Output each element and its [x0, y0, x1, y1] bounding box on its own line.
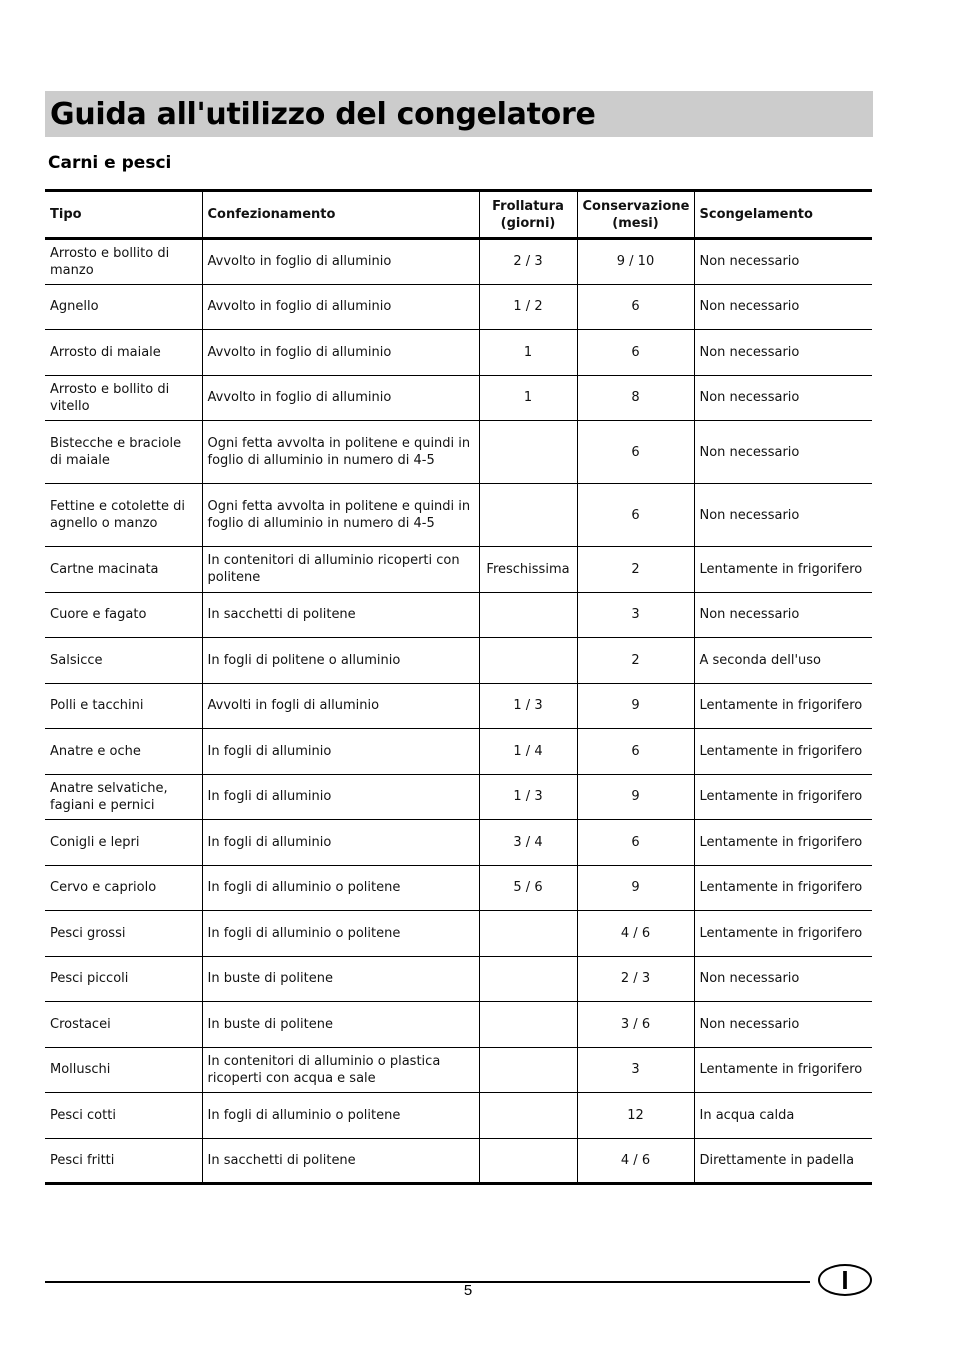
cell-scongelamento: Lentamente in frigorifero — [694, 1047, 872, 1093]
cell-scongelamento: Non necessario — [694, 592, 872, 638]
cell-conservazione: 6 — [577, 820, 694, 866]
cell-conservazione: 9 — [577, 865, 694, 911]
cell-confezionamento: In contenitori di alluminio o plastica ricoperti con acqua e sale — [202, 1047, 479, 1093]
table-body — [45, 239, 872, 1184]
cell-confezionamento: Ogni fetta avvolta in politene e quindi in foglio di alluminio in numero di 4-5 — [202, 484, 479, 547]
cell-tipo: Crostacei — [45, 1002, 202, 1048]
table-row — [45, 421, 872, 484]
cell-conservazione: 3 — [577, 1047, 694, 1093]
cell-frollatura: 2 / 3 — [479, 239, 577, 285]
cell-tipo: Arrosto e bollito di manzo — [45, 239, 202, 285]
cell-scongelamento: Non necessario — [694, 421, 872, 484]
table-row — [45, 484, 872, 547]
cell-tipo: Bistecche e braciole di maiale — [45, 421, 202, 484]
cell-scongelamento: Non necessario — [694, 956, 872, 1002]
cell-confezionamento: In sacchetti di politene — [202, 1138, 479, 1184]
cell-frollatura: 1 — [479, 375, 577, 421]
cell-conservazione: 3 — [577, 592, 694, 638]
cell-scongelamento: In acqua calda — [694, 1093, 872, 1139]
table-row — [45, 1047, 872, 1093]
cell-scongelamento: Non necessario — [694, 484, 872, 547]
cell-conservazione: 3 / 6 — [577, 1002, 694, 1048]
cell-frollatura: 1 / 3 — [479, 774, 577, 820]
table-row — [45, 1002, 872, 1048]
cell-scongelamento: Non necessario — [694, 284, 872, 330]
table-row — [45, 1093, 872, 1139]
cell-confezionamento: Avvolto in foglio di alluminio — [202, 284, 479, 330]
cell-tipo: Polli e tacchini — [45, 683, 202, 729]
cell-conservazione: 6 — [577, 284, 694, 330]
cell-conservazione: 2 — [577, 638, 694, 684]
cell-confezionamento: In fogli di alluminio — [202, 774, 479, 820]
table-row — [45, 1138, 872, 1184]
cell-confezionamento: In fogli di alluminio o politene — [202, 1093, 479, 1139]
table-row — [45, 547, 872, 593]
cell-frollatura — [479, 1002, 577, 1048]
cell-scongelamento: Lentamente in frigorifero — [694, 547, 872, 593]
cell-confezionamento: In contenitori di alluminio ricoperti con politene — [202, 547, 479, 593]
cell-confezionamento: In fogli di politene o alluminio — [202, 638, 479, 684]
cell-confezionamento: Avvolto in foglio di alluminio — [202, 239, 479, 285]
cell-frollatura — [479, 1138, 577, 1184]
cell-tipo: Cervo e capriolo — [45, 865, 202, 911]
cell-frollatura — [479, 1093, 577, 1139]
cell-frollatura: 1 / 3 — [479, 683, 577, 729]
cell-scongelamento: Direttamente in padella — [694, 1138, 872, 1184]
cell-scongelamento: Lentamente in frigorifero — [694, 865, 872, 911]
cell-tipo: Agnello — [45, 284, 202, 330]
cell-frollatura: Freschissima — [479, 547, 577, 593]
cell-conservazione: 6 — [577, 484, 694, 547]
cell-frollatura — [479, 956, 577, 1002]
header-scongelamento: Scongelamento — [694, 191, 872, 239]
cell-frollatura: 1 / 2 — [479, 284, 577, 330]
table-row — [45, 865, 872, 911]
cell-tipo: Pesci cotti — [45, 1093, 202, 1139]
table-header-row — [45, 191, 872, 239]
cell-frollatura: 5 / 6 — [479, 865, 577, 911]
table-row — [45, 956, 872, 1002]
cell-scongelamento: Non necessario — [694, 375, 872, 421]
cell-confezionamento: Ogni fetta avvolta in politene e quindi in foglio di alluminio in numero di 4-5 — [202, 421, 479, 484]
page-title: Guida all'utilizzo del congelatore — [50, 96, 596, 132]
cell-conservazione: 6 — [577, 330, 694, 376]
cell-frollatura — [479, 638, 577, 684]
table-row — [45, 729, 872, 775]
cell-tipo: Molluschi — [45, 1047, 202, 1093]
cell-tipo: Pesci fritti — [45, 1138, 202, 1184]
page-title-bar — [45, 91, 873, 137]
cell-tipo: Cartne macinata — [45, 547, 202, 593]
cell-confezionamento: Avvolto in foglio di alluminio — [202, 330, 479, 376]
cell-tipo: Fettine e cotolette di agnello o manzo — [45, 484, 202, 547]
cell-scongelamento: Lentamente in frigorifero — [694, 820, 872, 866]
cell-frollatura — [479, 911, 577, 957]
cell-confezionamento: In fogli di alluminio — [202, 729, 479, 775]
cell-confezionamento: In fogli di alluminio o politene — [202, 911, 479, 957]
cell-conservazione: 9 / 10 — [577, 239, 694, 285]
cell-frollatura — [479, 592, 577, 638]
cell-confezionamento: In buste di politene — [202, 1002, 479, 1048]
header-confezionamento: Confezionamento — [202, 191, 479, 239]
cell-conservazione: 8 — [577, 375, 694, 421]
table-row — [45, 774, 872, 820]
cell-confezionamento: Avvolto in foglio di alluminio — [202, 375, 479, 421]
page-number: 5 — [463, 1282, 473, 1299]
cell-frollatura — [479, 484, 577, 547]
freezer-guide-table — [45, 189, 872, 1185]
table-row — [45, 820, 872, 866]
cell-frollatura: 1 — [479, 330, 577, 376]
table-row — [45, 683, 872, 729]
header-frollatura: Frollatura (giorni) — [479, 191, 577, 239]
cell-confezionamento: In sacchetti di politene — [202, 592, 479, 638]
cell-scongelamento: Lentamente in frigorifero — [694, 774, 872, 820]
cell-scongelamento: Lentamente in frigorifero — [694, 683, 872, 729]
cell-scongelamento: A seconda dell'uso — [694, 638, 872, 684]
cell-scongelamento: Non necessario — [694, 239, 872, 285]
cell-tipo: Salsicce — [45, 638, 202, 684]
cell-tipo: Anatre e oche — [45, 729, 202, 775]
cell-confezionamento: In buste di politene — [202, 956, 479, 1002]
cell-tipo: Arrosto e bollito di vitello — [45, 375, 202, 421]
cell-tipo: Arrosto di maiale — [45, 330, 202, 376]
table-row — [45, 330, 872, 376]
footer-divider — [45, 1281, 810, 1283]
cell-confezionamento: Avvolti in fogli di alluminio — [202, 683, 479, 729]
cell-tipo: Anatre selvatiche, fagiani e pernici — [45, 774, 202, 820]
cell-conservazione: 6 — [577, 421, 694, 484]
cell-frollatura: 3 / 4 — [479, 820, 577, 866]
table-row — [45, 911, 872, 957]
cell-frollatura — [479, 1047, 577, 1093]
cell-scongelamento: Lentamente in frigorifero — [694, 911, 872, 957]
section-title: Carni e pesci — [48, 153, 172, 173]
table-row — [45, 239, 872, 285]
cell-conservazione: 9 — [577, 774, 694, 820]
cell-conservazione: 12 — [577, 1093, 694, 1139]
table-row — [45, 592, 872, 638]
cell-conservazione: 2 — [577, 547, 694, 593]
cell-frollatura — [479, 421, 577, 484]
cell-confezionamento: In fogli di alluminio — [202, 820, 479, 866]
cell-tipo: Cuore e fagato — [45, 592, 202, 638]
table-row — [45, 638, 872, 684]
cell-scongelamento: Lentamente in frigorifero — [694, 729, 872, 775]
cell-scongelamento: Non necessario — [694, 330, 872, 376]
cell-conservazione: 2 / 3 — [577, 956, 694, 1002]
cell-conservazione: 6 — [577, 729, 694, 775]
cell-frollatura: 1 / 4 — [479, 729, 577, 775]
cell-scongelamento: Non necessario — [694, 1002, 872, 1048]
table-row — [45, 284, 872, 330]
cell-tipo: Pesci piccoli — [45, 956, 202, 1002]
cell-conservazione: 4 / 6 — [577, 1138, 694, 1184]
cell-tipo: Pesci grossi — [45, 911, 202, 957]
header-tipo: Tipo — [45, 191, 202, 239]
cell-conservazione: 9 — [577, 683, 694, 729]
cell-confezionamento: In fogli di alluminio o politene — [202, 865, 479, 911]
header-conservazione: Conservazione (mesi) — [577, 191, 694, 239]
table-row — [45, 375, 872, 421]
cell-conservazione: 4 / 6 — [577, 911, 694, 957]
language-badge: I — [818, 1264, 872, 1296]
cell-tipo: Conigli e lepri — [45, 820, 202, 866]
